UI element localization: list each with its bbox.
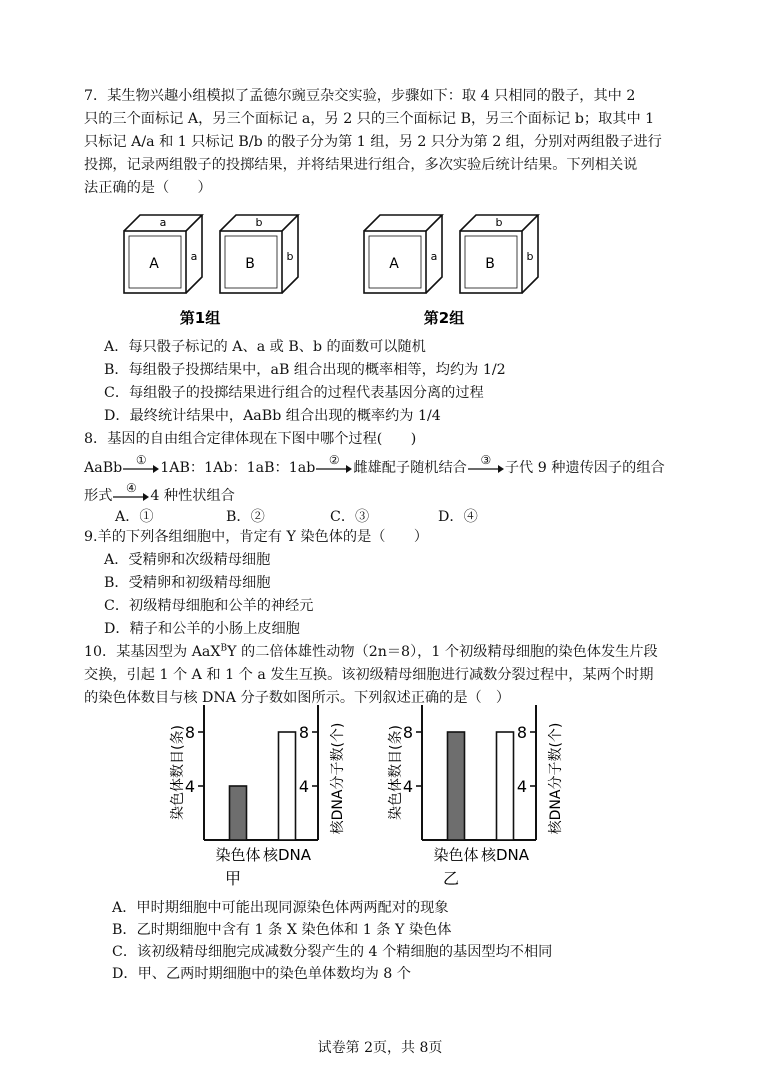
die-label-B: B	[245, 256, 255, 272]
chart-yi	[378, 700, 578, 890]
q10-stem-rest: Y 的二倍体雄性动物（2n＝8），1 个初级精母细胞的染色体发生片段	[227, 644, 658, 660]
q9-option-c: C．初级精母细胞和公羊的神经元	[104, 598, 314, 614]
y-tick-label-right: 8	[298, 723, 309, 742]
flow-fertilization: 雌雄配子随机结合	[353, 460, 467, 476]
q7-stem-line-2: 只的三个面标记 A，另三个面标记 a，另 2 只的三个面标记 B，另三个面标记 b；取其中 1	[84, 111, 655, 127]
q8-option-b: B．②	[226, 509, 265, 525]
q10-stem-line-2: 交换，引起 1 个 A 和 1 个 a 发生互换。该初级精母细胞进行减数分裂过程中，某两个时期	[84, 667, 654, 683]
x-tick-label: 核DNA	[480, 846, 530, 864]
y-axis-label-right: 核DNA分子数(个)	[548, 722, 564, 835]
q9-option-d: D．精子和公羊的小肠上皮细胞	[104, 621, 300, 637]
y-tick-label-right: 4	[516, 777, 527, 796]
bar-dna	[497, 732, 514, 840]
die-top-a: a	[159, 216, 167, 229]
bar-dna	[279, 732, 296, 840]
arrow-icon	[122, 458, 160, 478]
die-side-a-2: a	[430, 250, 438, 263]
q8-option-a: A．①	[115, 509, 154, 525]
q10-stem-line-1	[84, 642, 658, 662]
flow-step-4: ④	[126, 481, 137, 495]
die-side-b-2: b	[526, 250, 534, 263]
q7-option-c: C．每组骰子的投掷结果进行组合的过程代表基因分离的过程	[104, 385, 484, 401]
dice-figure	[110, 205, 540, 330]
y-axis-label-left: 染色体数目(条)	[170, 725, 186, 820]
q9-stem: 9.羊的下列各组细胞中，肯定有 Y 染色体的是（ ）	[84, 529, 429, 545]
y-axis-label-left: 染色体数目(条)	[388, 725, 404, 820]
q7-option-a: A．每只骰子标记的 A、a 或 B、b 的面数可以随机	[104, 339, 426, 355]
die-top-b: b	[255, 216, 263, 229]
y-tick-label-right: 8	[516, 723, 527, 742]
die-label-A-2: A	[389, 256, 399, 272]
bar-chromosome	[448, 732, 465, 840]
q10-option-c: C．该初级精母细胞完成减数分裂产生的 4 个精细胞的基因型均不相同	[112, 944, 553, 960]
q8-flow-line-1	[84, 453, 665, 478]
flow-arrow-2	[315, 453, 353, 478]
q7-stem-line-4: 投掷，记录两组骰子的投掷结果，并将结果进行组合，多次实验后统计结果。下列相关说	[84, 157, 638, 173]
die-side-a: a	[190, 250, 198, 263]
flow-start: AaBb	[84, 460, 123, 476]
x-tick-label: 染色体	[433, 846, 479, 864]
die-top-b-2: b	[495, 216, 503, 229]
die-label-B-2: B	[485, 256, 495, 272]
die-label-A: A	[149, 256, 159, 272]
q10-option-d: D．甲、乙两时期细胞中的染色单体数均为 8 个	[112, 966, 411, 982]
flow-form: 形式	[84, 488, 113, 504]
y-tick-label-left: 4	[184, 777, 195, 796]
die-side-b: b	[286, 250, 294, 263]
y-tick-label-left: 4	[402, 777, 413, 796]
y-tick-label-right: 4	[298, 777, 309, 796]
x-tick-label: 核DNA	[262, 846, 312, 864]
group1-label: 第1组	[179, 309, 221, 327]
y-tick-label-left: 8	[184, 723, 195, 742]
flow-step-3: ③	[480, 453, 492, 467]
flow-offspring: 子代 9 种遗传因子的组合	[504, 460, 665, 476]
flow-step-2: ②	[328, 453, 340, 467]
arrow-icon	[315, 458, 353, 478]
page-footer: 试卷第 2页，共 8页	[317, 1040, 443, 1056]
q10-stem-prefix: 10．某基因型为 AaX	[84, 644, 221, 660]
q9-option-b: B．受精卵和初级精母细胞	[104, 575, 271, 591]
arrow-icon	[467, 458, 505, 478]
flow-arrow-1	[122, 453, 160, 478]
q7-option-d: D．最终统计结果中，AaBb 组合出现的概率约为 1/4	[104, 408, 441, 424]
q8-option-d: D．④	[438, 509, 478, 525]
flow-phenotypes: 4 种性状组合	[150, 488, 235, 504]
q8-stem: 8．基因的自由组合定律体现在下图中哪个过程( )	[84, 431, 417, 447]
y-tick-label-left: 8	[402, 723, 413, 742]
flow-gametes: 1AB：1Ab：1aB：1ab	[160, 460, 316, 476]
q10-stem-sup: B	[220, 643, 228, 654]
flow-arrow-4	[112, 481, 150, 506]
chart-jia	[160, 700, 360, 890]
group2-label: 第2组	[423, 309, 465, 327]
flow-step-1: ①	[135, 453, 147, 467]
q7-stem-line-5: 法正确的是（ ）	[84, 180, 212, 196]
q10-option-b: B．乙时期细胞中含有 1 条 X 染色体和 1 条 Y 染色体	[112, 922, 452, 938]
q9-option-a: A．受精卵和次级精母细胞	[104, 552, 271, 568]
flow-arrow-3	[467, 453, 505, 478]
q7-stem-line-3: 只标记 A/a 和 1 只标记 B/b 的骰子分为第 1 组，另 2 只分为第 2 组，分别对两组骰子进行	[84, 134, 662, 150]
y-axis-label-right: 核DNA分子数(个)	[330, 722, 346, 835]
q10-option-a: A．甲时期细胞中可能出现同源染色体两两配对的现象	[112, 900, 449, 916]
bar-chromosome	[230, 786, 247, 840]
arrow-icon	[112, 486, 150, 506]
q10-stem-line-3: 的染色体数目与核 DNA 分子数如图所示。下列叙述正确的是（ ）	[84, 690, 511, 706]
q7-stem-line-1: 7．某生物兴趣小组模拟了孟德尔豌豆杂交实验，步骤如下：取 4 只相同的骰子，其中 2	[84, 88, 636, 104]
q8-option-c: C．③	[330, 509, 370, 525]
x-tick-label: 染色体	[215, 846, 261, 864]
q7-option-b: B．每组骰子投掷结果中，aB 组合出现的概率相等，均约为 1/2	[104, 362, 506, 378]
q8-flow-line-2	[84, 481, 235, 506]
chart-title: 甲	[224, 869, 242, 888]
chart-title: 乙	[442, 869, 460, 888]
